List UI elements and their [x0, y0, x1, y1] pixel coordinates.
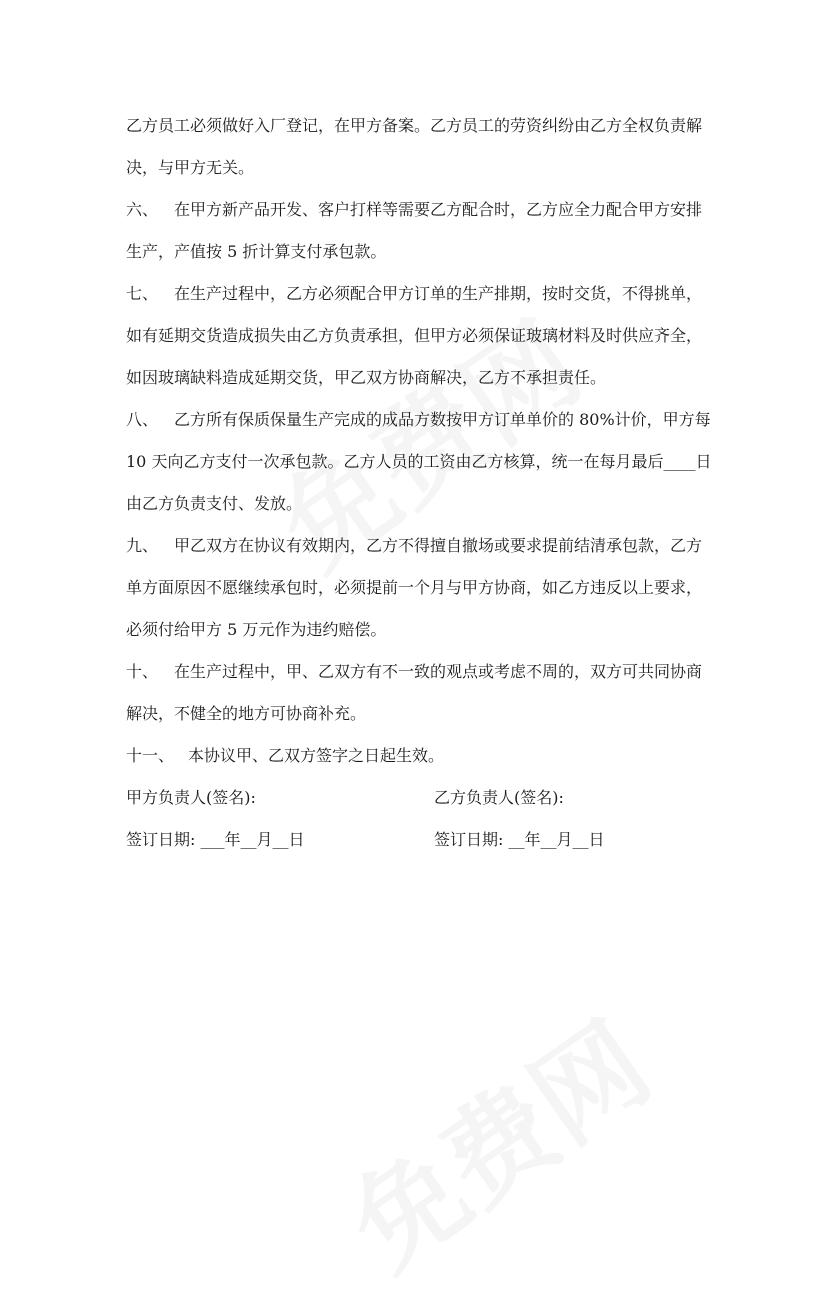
- clause-text: 在甲方新产品开发、客户打样等需要乙方配合时，乙方应全力配合甲方安排生产，产值按 5 折计算支付承包款。: [126, 200, 703, 261]
- party-a-signature-label: 甲方负责人(签名):: [126, 788, 256, 807]
- clause-eight: [126, 399, 716, 525]
- clause-six: [126, 189, 716, 273]
- intro-paragraph: 乙方员工必须做好入厂登记，在甲方备案。乙方员工的劳资纠纷由乙方全权负责解决，与甲方无关。: [126, 116, 703, 177]
- document-body: [126, 105, 716, 861]
- party-a-date-label: 签订日期: ___年__月__日: [126, 830, 305, 849]
- watermark-bottom: [315, 980, 676, 1298]
- signature-row: [126, 777, 716, 819]
- clause-number: 七、: [126, 284, 159, 303]
- clause-number: 十、: [126, 662, 159, 681]
- clause-text: 甲乙双方在协议有效期内，乙方不得擅自撤场或要求提前结清承包款，乙方单方面原因不愿继续承包时，必须提前一个月与甲方协商，如乙方违反以上要求，必须付给甲方 5 万元作为违约赔偿。: [126, 536, 703, 639]
- party-b-date-label: 签订日期: __年__月__日: [434, 830, 605, 849]
- date-row: [126, 819, 716, 861]
- clause-text: 本协议甲、乙双方签字之日起生效。: [188, 746, 445, 765]
- clause-text: 在生产过程中，甲、乙双方有不一致的观点或考虑不周的，双方可共同协商解决，不健全的地方可协商补充。: [126, 662, 703, 723]
- party-b-signature-label: 乙方负责人(签名):: [434, 788, 564, 807]
- clause-text: 在生产过程中，乙方必须配合甲方订单的生产排期，按时交货，不得挑单，如有延期交货造成损失由乙方负责承担，但甲方必须保证玻璃材料及时供应齐全，如因玻璃缺料造成延期交货，甲乙双方协商解决，乙方不承担责任。: [126, 284, 703, 387]
- clause-text: 乙方所有保质保量生产完成的成品方数按甲方订单单价的 80%计价，甲方每 10 天向乙方支付一次承包款。乙方人员的工资由乙方核算，统一在每月最后____日由乙方负责支付、发放。: [126, 410, 712, 513]
- clause-eleven: [126, 735, 716, 777]
- clause-seven: [126, 273, 716, 399]
- clause-number: 八、: [126, 410, 159, 429]
- clause-nine: [126, 525, 716, 651]
- clause-number: 六、: [126, 200, 159, 219]
- clause-ten: [126, 651, 716, 735]
- clause-number: 九、: [126, 536, 159, 555]
- clause-number: 十一、: [126, 746, 175, 765]
